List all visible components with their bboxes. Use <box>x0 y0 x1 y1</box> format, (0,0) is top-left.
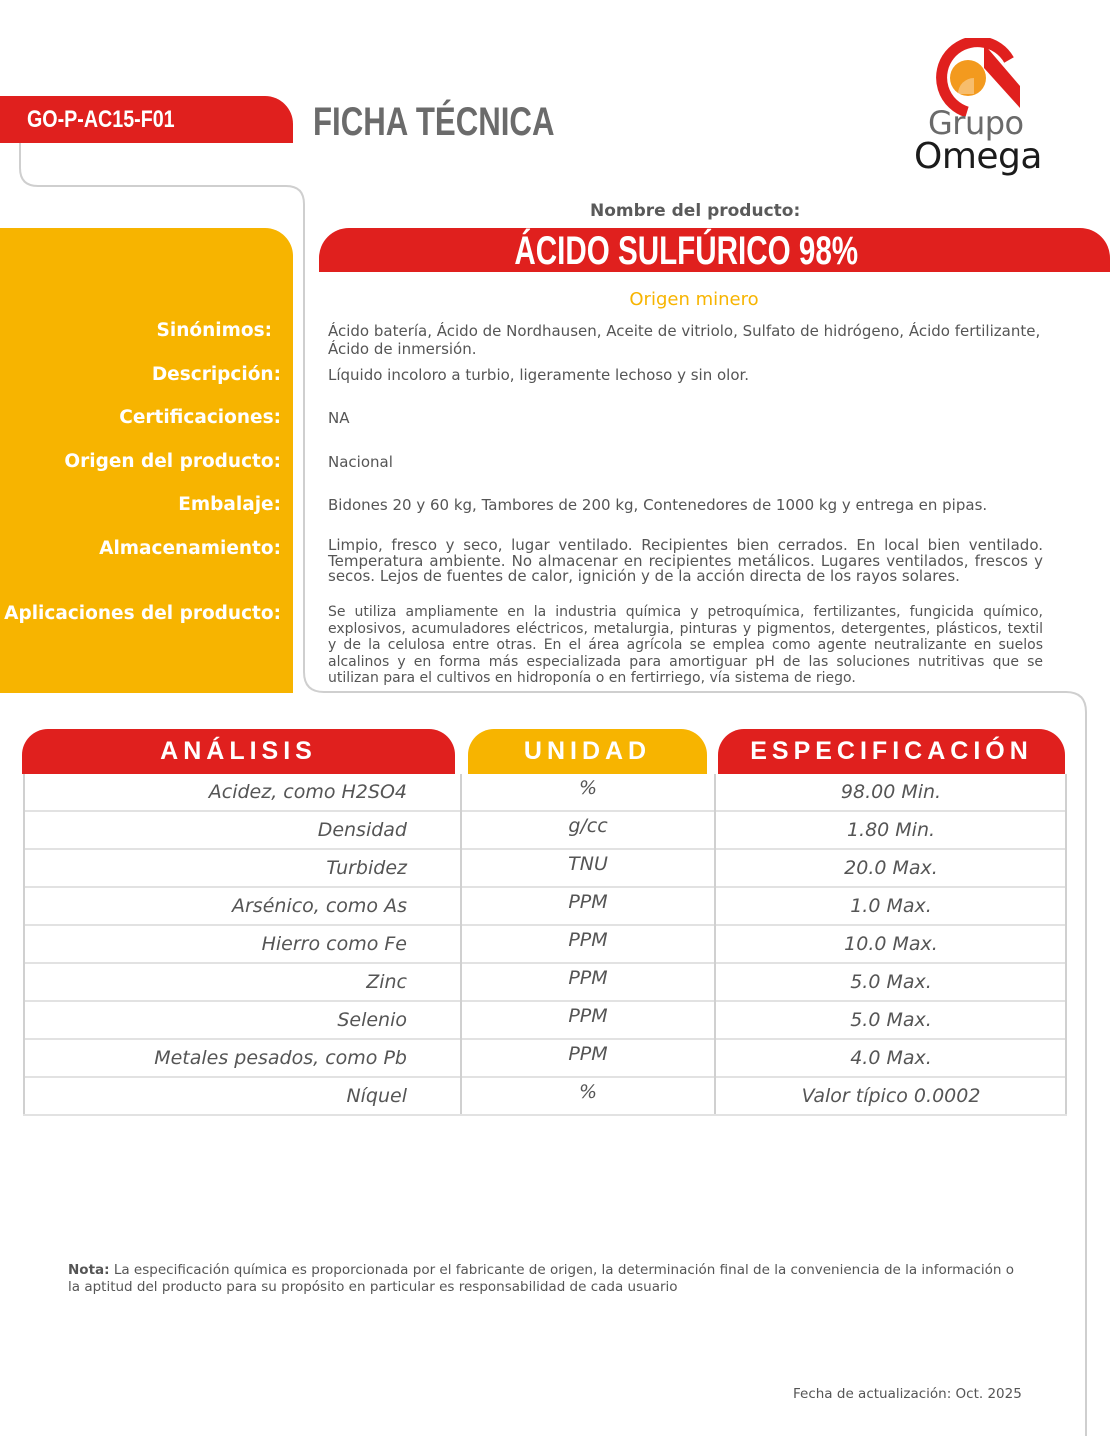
table-cell-unidad: PPM <box>568 967 608 989</box>
disclaimer-note <box>68 1262 1028 1296</box>
table-cell-analisis: Acidez, como H2SO4 <box>208 781 407 803</box>
table-header-analisis: ANÁLISIS <box>22 729 455 774</box>
table-border-right <box>1065 774 1067 1114</box>
field-label-almacenamiento: Almacenamiento: <box>99 538 281 559</box>
table-row <box>23 964 1067 1002</box>
update-date: Fecha de actualización: Oct. 2025 <box>793 1386 1022 1402</box>
table-row <box>23 888 1067 926</box>
field-label-descripcion: Descripción: <box>151 364 281 385</box>
field-value-aplicaciones: Se utiliza ampliamente en la industria química y petroquímica, fertilizantes, fungicida químico, explosivos, acumuladores eléctricos, metalurgia, pinturas y pigmentos, detergentes, plásticos, textil y de la celulosa entre otras. En el área agrícola se emplea como agente neutralizante en suelos alcalinos y en forma más especializada para amortiguar pH de las soluciones nutritivas que se utilizan para el cultivos en hidroponía o en fertirriego, vía sistema de riego. <box>328 604 1043 686</box>
field-label-certificaciones: Certificaciones: <box>119 407 281 428</box>
table-cell-especificacion: 5.0 Max. <box>850 971 932 993</box>
table-row <box>23 926 1067 964</box>
table-cell-especificacion: 4.0 Max. <box>850 1047 932 1069</box>
note-label: Nota: <box>68 1262 110 1278</box>
field-label-aplicaciones: Aplicaciones del producto: <box>4 603 281 624</box>
field-value-almacenamiento: Limpio, fresco y seco, lugar ventilado. Recipientes bien cerrados. En local bien ventilado. Temperatura ambiente. No almacenar en recipientes metálicos. Lugares ventilados, frescos y secos. Lejos de fuentes de calor, ignición y de la acción directa de los rayos solares. <box>328 536 1043 585</box>
table-row <box>23 1002 1067 1040</box>
table-cell-unidad: TNU <box>568 853 608 875</box>
table-divider-1 <box>460 774 462 1114</box>
table-row <box>23 1078 1067 1116</box>
table-cell-analisis: Arsénico, como As <box>231 895 407 917</box>
specifications-table <box>23 774 1067 1116</box>
document-code: GO-P-AC15-F01 <box>0 96 293 143</box>
field-value-certificaciones: NA <box>328 409 350 427</box>
table-row <box>23 812 1067 850</box>
table-cell-especificacion: 1.80 Min. <box>846 819 936 841</box>
table-cell-analisis: Zinc <box>366 971 407 993</box>
field-value-descripcion: Líquido incoloro a turbio, ligeramente lechoso y sin olor. <box>328 366 750 384</box>
table-cell-analisis: Metales pesados, como Pb <box>154 1047 407 1069</box>
field-value-origen: Nacional <box>328 453 393 471</box>
table-cell-analisis: Selenio <box>337 1009 407 1031</box>
product-name: ÁCIDO SULFÚRICO 98% <box>514 229 859 273</box>
logo-text-grupo: Grupo <box>928 104 1024 142</box>
table-cell-especificacion: 20.0 Max. <box>844 857 938 879</box>
table-row <box>23 850 1067 888</box>
table-cell-unidad: PPM <box>568 1005 608 1027</box>
table-cell-analisis: Turbidez <box>326 857 407 879</box>
field-value-embalaje: Bidones 20 y 60 kg, Tambores de 200 kg, Contenedores de 1000 kg y entrega en pipas. <box>328 496 988 514</box>
table-divider-2 <box>714 774 716 1114</box>
page-title: FICHA TÉCNICA <box>313 100 555 144</box>
field-label-origen: Origen del producto: <box>64 451 281 472</box>
table-cell-especificacion: Valor típico 0.0002 <box>801 1085 981 1107</box>
table-header-especificacion: ESPECIFICACIÓN <box>718 729 1065 774</box>
table-cell-especificacion: 98.00 Min. <box>840 781 942 803</box>
table-cell-analisis: Hierro como Fe <box>261 933 407 955</box>
field-value-sinonimos: Ácido batería, Ácido de Nordhausen, Aceite de vitriolo, Sulfato de hidrógeno, Ácido fertilizante, Ácido de inmersión. <box>328 322 1041 358</box>
field-label-embalaje: Embalaje: <box>178 494 281 515</box>
product-name-label: Nombre del producto: <box>590 201 801 221</box>
table-row <box>23 774 1067 812</box>
table-cell-especificacion: 10.0 Max. <box>844 933 938 955</box>
table-row <box>23 1040 1067 1078</box>
table-cell-unidad: PPM <box>568 929 608 951</box>
table-cell-analisis: Densidad <box>317 819 407 841</box>
table-border-left <box>23 774 25 1114</box>
table-cell-analisis: Níquel <box>346 1085 407 1107</box>
table-cell-unidad: % <box>578 777 598 799</box>
table-cell-especificacion: 5.0 Max. <box>850 1009 932 1031</box>
logo-text-omega: Omega <box>914 136 1042 177</box>
table-cell-unidad: % <box>578 1081 598 1103</box>
table-cell-unidad: PPM <box>568 1043 608 1065</box>
table-cell-unidad: g/cc <box>568 815 608 837</box>
field-label-sinonimos: Sinónimos: <box>156 320 272 341</box>
table-cell-unidad: PPM <box>568 891 608 913</box>
product-origin-subtitle: Origen minero <box>629 289 759 310</box>
table-header-unidad: UNIDAD <box>468 729 707 774</box>
note-text: La especificación química es proporcionada por el fabricante de origen, la determinación final de la conveniencia de la información o la aptitud del producto para su propósito en particular es responsabilidad de cada usuario <box>68 1262 1015 1295</box>
table-cell-especificacion: 1.0 Max. <box>850 895 932 917</box>
